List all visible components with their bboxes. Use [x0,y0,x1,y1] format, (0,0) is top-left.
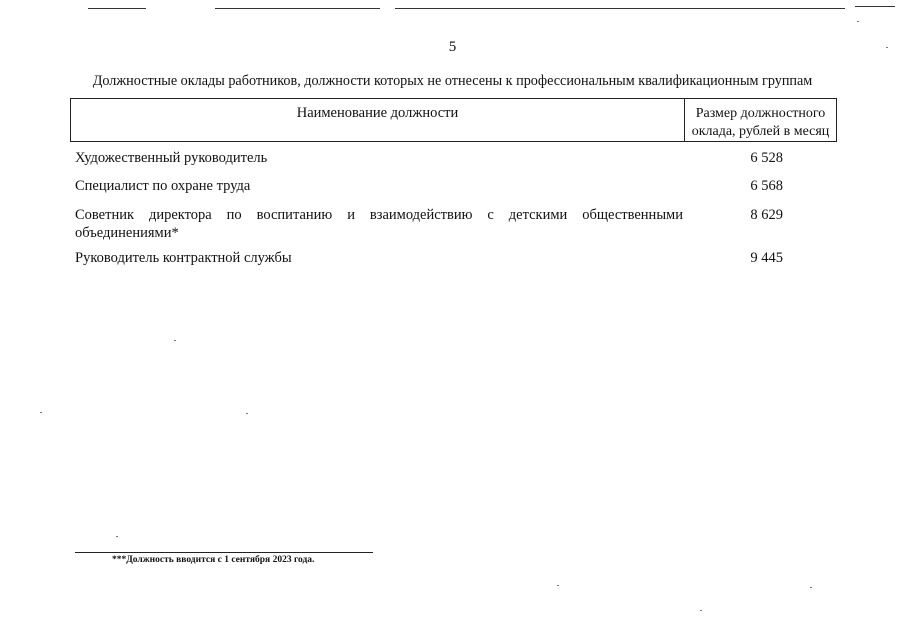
top-scan-line [395,8,845,9]
scan-speck [40,412,42,413]
scan-speck [116,536,118,537]
scan-speck [810,587,812,588]
footnote-separator [75,552,373,553]
salary-value: 9 445 [750,250,783,266]
page-number: 5 [448,39,457,55]
table-header [70,98,837,142]
column-header-salary-line2: оклада, рублей в месяц [691,124,830,139]
salary-value: 6 568 [750,178,783,194]
salary-value: 8 629 [750,207,783,223]
position-name: Советник директора по воспитанию и взаимодействию с детскими общественными объединениями* [75,207,683,241]
position-name: Руководитель контрактной службы [75,250,292,266]
scan-speck [857,21,859,22]
scan-speck [557,585,559,586]
scan-speck [246,413,248,414]
salary-value: 6 528 [750,150,783,166]
position-name: Специалист по охране труда [75,178,251,194]
top-scan-line [855,6,895,7]
document-title: Должностные оклады работников, должности которых не отнесены к профессиональным квалификационным группам [92,73,813,89]
column-header-salary-line1: Размер должностного [695,106,826,121]
footnote: ***Должность вводится с 1 сентября 2023 года. [112,555,315,565]
position-name: Художественный руководитель [75,150,268,166]
scan-speck [700,610,702,611]
top-scan-line [215,8,380,9]
column-header-salary [685,99,836,141]
scan-speck [174,340,176,341]
column-header-position: Наименование должности [71,99,685,141]
top-scan-line [88,8,146,9]
